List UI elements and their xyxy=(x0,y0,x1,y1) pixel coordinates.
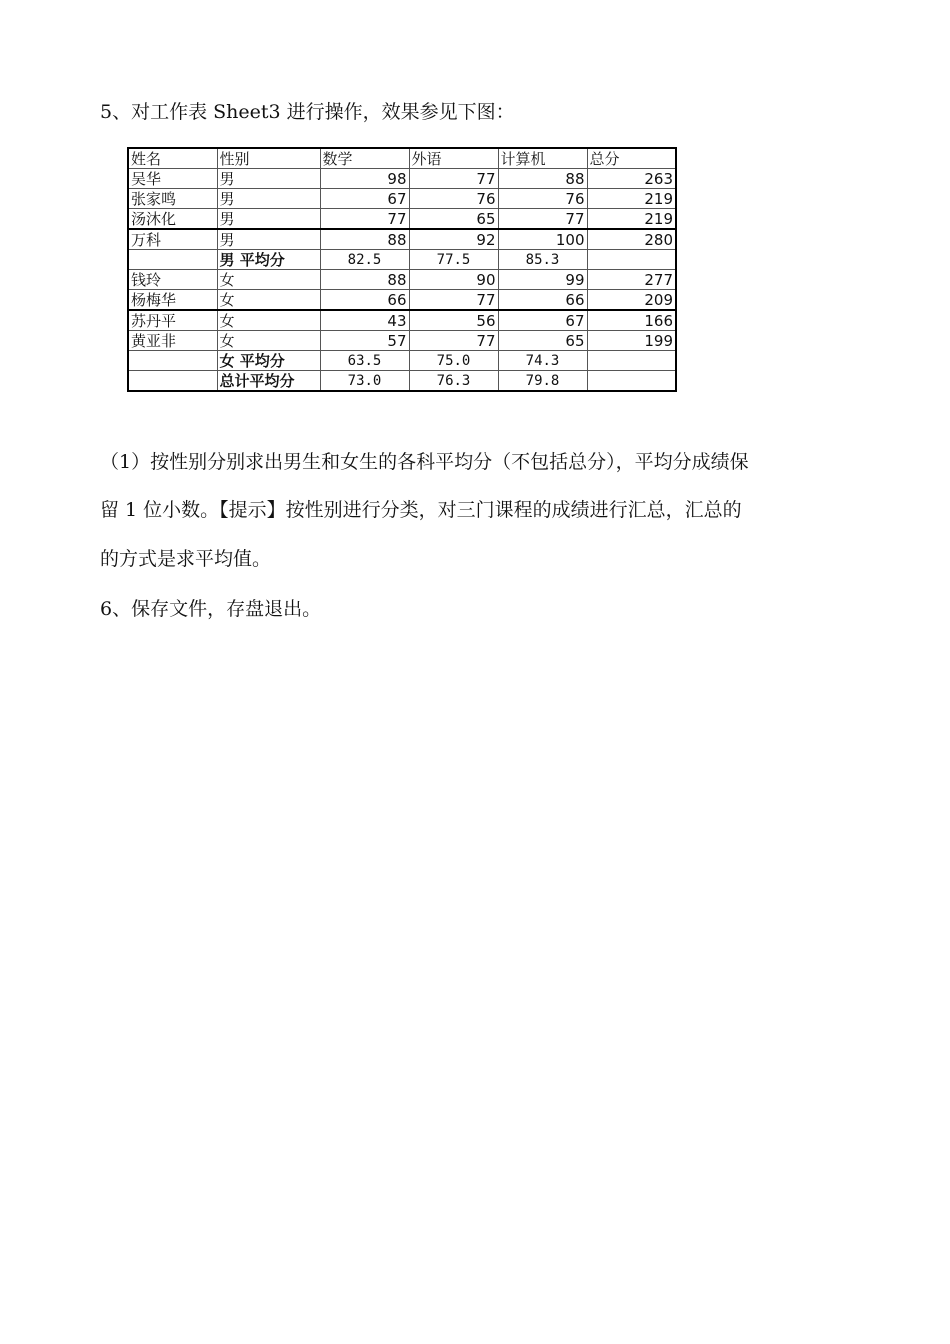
name-cell xyxy=(128,371,217,392)
table-row xyxy=(128,209,676,230)
gender-cell: 女 xyxy=(217,290,320,311)
total-cell: 199 xyxy=(587,331,676,351)
math-cell: 98 xyxy=(320,169,409,189)
computer-cell: 99 xyxy=(498,270,587,290)
sheet3-result-table xyxy=(127,147,677,392)
total-cell: 280 xyxy=(587,229,676,250)
math-cell: 57 xyxy=(320,331,409,351)
table-header-row xyxy=(128,148,676,169)
language-avg-cell: 75.0 xyxy=(409,351,498,371)
requirement-line-1: （1）按性别分别求出男生和女生的各科平均分（不包括总分），平均分成绩保 xyxy=(100,451,749,473)
header-cell: 姓名 xyxy=(128,148,217,169)
language-cell: 76 xyxy=(409,189,498,209)
subtotal-row-female xyxy=(128,351,676,371)
gender-cell: 男 xyxy=(217,169,320,189)
math-cell: 88 xyxy=(320,270,409,290)
total-cell: 263 xyxy=(587,169,676,189)
subtotal-row-male xyxy=(128,250,676,270)
language-cell: 92 xyxy=(409,229,498,250)
gender-cell: 女 xyxy=(217,331,320,351)
grand-total-row xyxy=(128,371,676,392)
name-cell: 万科 xyxy=(128,229,217,250)
name-cell: 钱玲 xyxy=(128,270,217,290)
computer-cell: 77 xyxy=(498,209,587,230)
computer-cell: 66 xyxy=(498,290,587,311)
computer-cell: 100 xyxy=(498,229,587,250)
step5-instruction: 5、对工作表 Sheet3 进行操作，效果参见下图： xyxy=(100,101,515,123)
table-row xyxy=(128,310,676,331)
language-avg-cell: 76.3 xyxy=(409,371,498,392)
computer-cell: 88 xyxy=(498,169,587,189)
total-cell: 277 xyxy=(587,270,676,290)
total-cell: 166 xyxy=(587,310,676,331)
math-cell: 67 xyxy=(320,189,409,209)
table-row xyxy=(128,229,676,250)
name-cell: 汤沐化 xyxy=(128,209,217,230)
header-cell: 计算机 xyxy=(498,148,587,169)
math-avg-cell: 73.0 xyxy=(320,371,409,392)
header-cell: 数学 xyxy=(320,148,409,169)
table-row xyxy=(128,331,676,351)
name-cell: 吴华 xyxy=(128,169,217,189)
name-cell xyxy=(128,351,217,371)
total-cell xyxy=(587,351,676,371)
gender-cell: 男 xyxy=(217,229,320,250)
language-cell: 77 xyxy=(409,331,498,351)
requirement-line-3: 的方式是求平均值。 xyxy=(100,548,272,570)
computer-cell: 65 xyxy=(498,331,587,351)
subtotal-label: 男 平均分 xyxy=(217,250,320,270)
table-row xyxy=(128,169,676,189)
header-cell: 外语 xyxy=(409,148,498,169)
gender-cell: 女 xyxy=(217,270,320,290)
computer-avg-cell: 74.3 xyxy=(498,351,587,371)
language-cell: 90 xyxy=(409,270,498,290)
math-cell: 77 xyxy=(320,209,409,230)
math-avg-cell: 63.5 xyxy=(320,351,409,371)
math-cell: 43 xyxy=(320,310,409,331)
total-cell xyxy=(587,371,676,392)
table-row xyxy=(128,290,676,311)
requirement-line-2: 留 1 位小数。【提示】按性别进行分类，对三门课程的成绩进行汇总，汇总的 xyxy=(100,499,742,521)
table-row xyxy=(128,189,676,209)
computer-avg-cell: 85.3 xyxy=(498,250,587,270)
computer-cell: 67 xyxy=(498,310,587,331)
gender-cell: 女 xyxy=(217,310,320,331)
math-cell: 66 xyxy=(320,290,409,311)
language-cell: 56 xyxy=(409,310,498,331)
name-cell xyxy=(128,250,217,270)
computer-cell: 76 xyxy=(498,189,587,209)
total-cell: 209 xyxy=(587,290,676,311)
name-cell: 张家鸣 xyxy=(128,189,217,209)
math-avg-cell: 82.5 xyxy=(320,250,409,270)
language-cell: 77 xyxy=(409,290,498,311)
total-cell xyxy=(587,250,676,270)
computer-avg-cell: 79.8 xyxy=(498,371,587,392)
subtotal-label: 女 平均分 xyxy=(217,351,320,371)
total-cell: 219 xyxy=(587,189,676,209)
header-cell: 性别 xyxy=(217,148,320,169)
table-row xyxy=(128,270,676,290)
gender-cell: 男 xyxy=(217,209,320,230)
math-cell: 88 xyxy=(320,229,409,250)
step6-instruction: 6、保存文件，存盘退出。 xyxy=(100,598,322,620)
name-cell: 杨梅华 xyxy=(128,290,217,311)
header-cell: 总分 xyxy=(587,148,676,169)
language-avg-cell: 77.5 xyxy=(409,250,498,270)
name-cell: 苏丹平 xyxy=(128,310,217,331)
language-cell: 77 xyxy=(409,169,498,189)
total-cell: 219 xyxy=(587,209,676,230)
grand-total-label: 总计平均分 xyxy=(217,371,320,392)
language-cell: 65 xyxy=(409,209,498,230)
name-cell: 黄亚非 xyxy=(128,331,217,351)
gender-cell: 男 xyxy=(217,189,320,209)
